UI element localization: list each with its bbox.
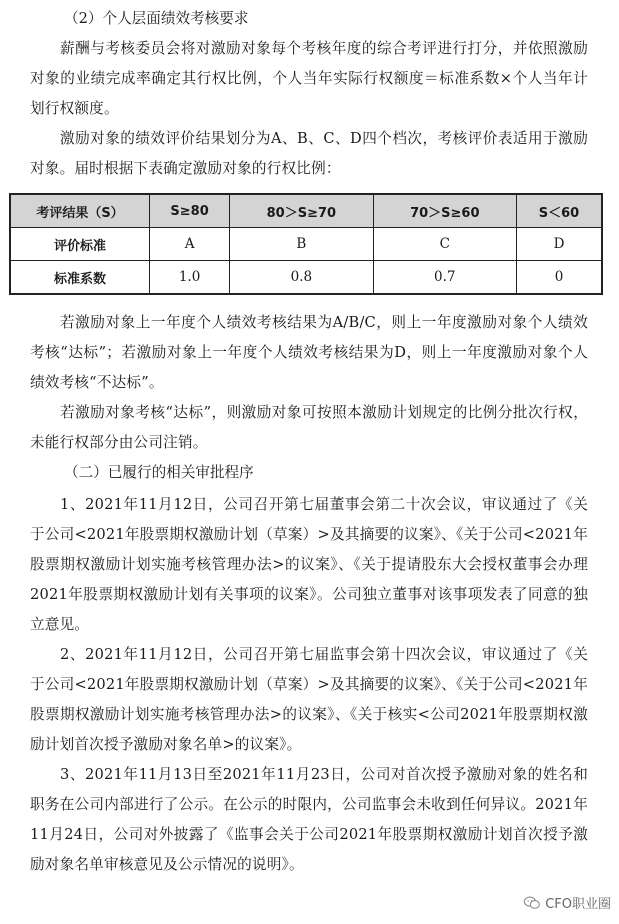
paragraph-scoring-rule: 薪酬与考核委员会将对激励对象每个考核年度的综合考评进行打分，并依照激励对象的业绩完成率确定其行权比例，个人当年实际行权额度＝标准系数×个人当年计划行权额度。 [30, 40, 588, 117]
table-row [10, 261, 602, 295]
table-cell: 1.0 [150, 261, 230, 295]
table-cell: D [517, 228, 602, 261]
performance-table [9, 193, 603, 295]
table-row-label: 标准系数 [10, 261, 150, 295]
table-header-cell: 70＞S≥60 [373, 194, 516, 228]
table-row [10, 228, 602, 261]
subsection-heading: （二）已履行的相关审批程序 [64, 464, 254, 481]
wechat-icon [523, 896, 541, 910]
table-cell: 0 [517, 261, 602, 295]
table-row-label: 评价标准 [10, 228, 150, 261]
paragraph-grade-levels: 激励对象的绩效评价结果划分为A、B、C、D四个档次，考核评价表适用于激励对象。届时根据下表确定激励对象的行权比例： [30, 130, 588, 177]
table-header-row [10, 194, 602, 228]
section-heading: （2）个人层面绩效考核要求 [64, 10, 249, 27]
table-header-cell: 考评结果（S） [10, 194, 150, 228]
paragraph-board-approval: 1、2021年11月12日，公司召开第七届董事会第二十次会议，审议通过了《关于公司<2021年股票期权激励计划（草案）>及其摘要的议案》、《关于公司<2021年股票期权激励计划实施考核管理办法>的议案》、《关于提请股东大会授权董事会办理2021年股票期权激励计划有关事项的议案》。公司独立董事对该事项发表了同意的独立意见。 [30, 496, 588, 633]
paragraph-public-notice: 3、2021年11月13日至2021年11月23日，公司对首次授予激励对象的姓名和职务在公司内部进行了公示。在公示的时限内，公司监事会未收到任何异议。2021年11月24日，公司对外披露了《监事会关于公司2021年股票期权激励计划首次授予激励对象名单审核意见及公示情况的说明》。 [30, 766, 588, 873]
paragraph-pass-criteria: 若激励对象上一年度个人绩效考核结果为A/B/C，则上一年度激励对象个人绩效考核“达标”；若激励对象上一年度个人绩效考核结果为D，则上一年度激励对象个人绩效考核“不达标”。 [30, 314, 588, 391]
table-header-cell: S≥80 [150, 194, 230, 228]
table-header-cell: 80＞S≥70 [230, 194, 373, 228]
table-cell: A [150, 228, 230, 261]
paragraph-exercise-rule: 若激励对象考核“达标”，则激励对象可按照本激励计划规定的比例分批次行权，未能行权部分由公司注销。 [30, 404, 588, 451]
paragraph-supervisory-approval: 2、2021年11月12日，公司召开第七届监事会第十四次会议，审议通过了《关于公司<2021年股票期权激励计划（草案）>及其摘要的议案》、《关于公司<2021年股票期权激励计划实施考核管理办法>的议案》、《关于核实<公司2021年股票期权激励计划首次授予激励对象名单>的议案》。 [30, 646, 588, 753]
table-cell: 0.7 [373, 261, 516, 295]
table-cell: B [230, 228, 373, 261]
table-cell: 0.8 [230, 261, 373, 295]
table-cell: C [373, 228, 516, 261]
table-header-cell: S＜60 [517, 194, 602, 228]
watermark-text: CFO职业圈 [545, 897, 611, 912]
watermark [523, 893, 611, 912]
